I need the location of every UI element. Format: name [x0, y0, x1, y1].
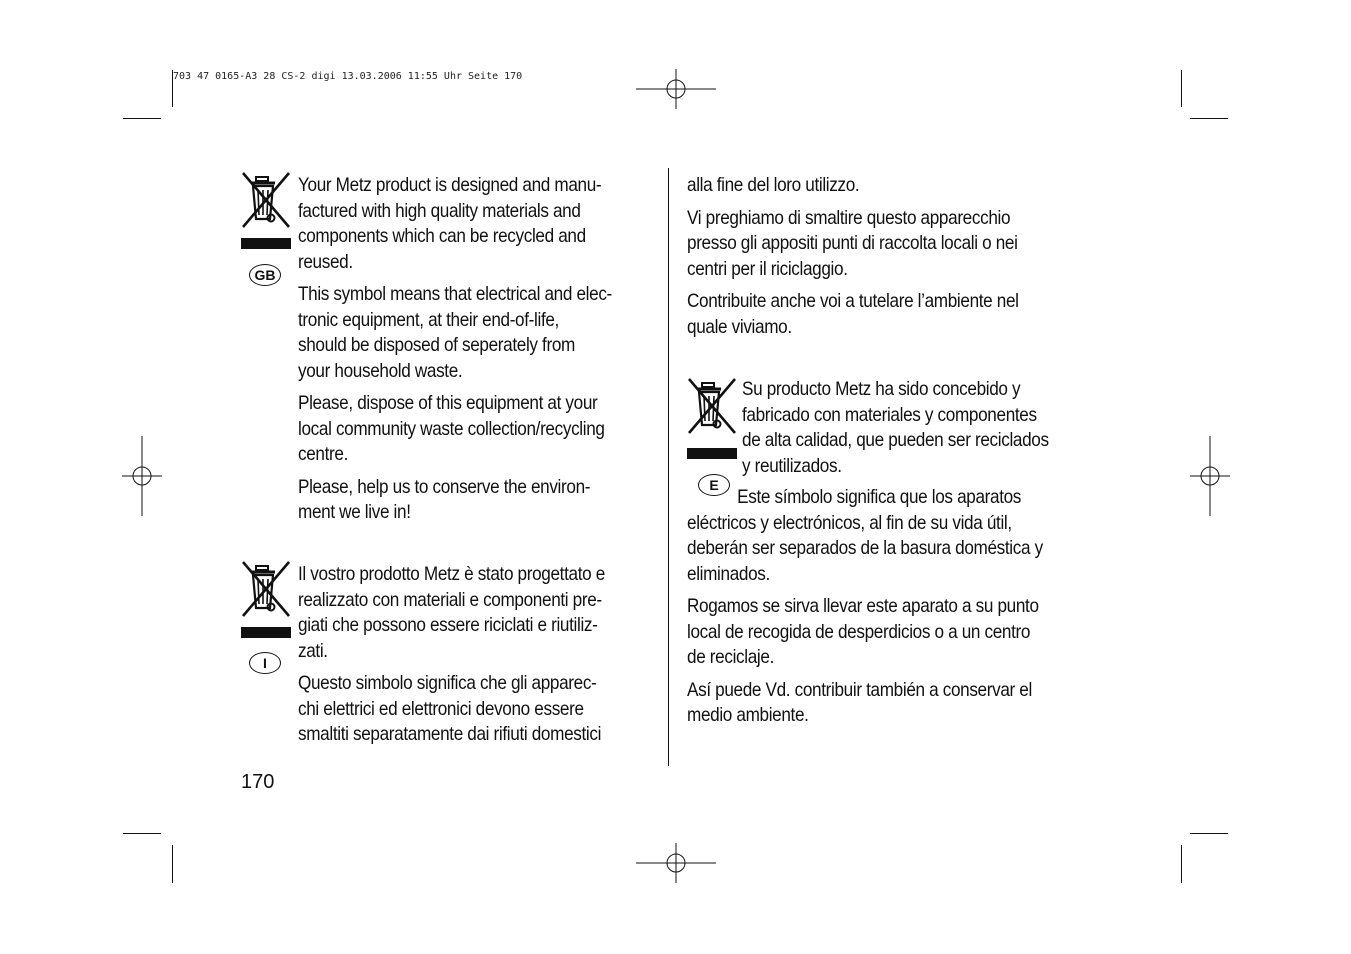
registration-crosshair-icon — [1190, 436, 1230, 516]
text-block-es-body — [687, 485, 1043, 736]
paragraph: eléctricos y electrónicos, al fin de su vida útil, deberán ser separados de la basura doméstica y eliminados. — [687, 511, 1043, 585]
crop-mark — [1190, 833, 1228, 834]
crossed-out-wheelie-bin-icon — [241, 171, 293, 251]
text-block-gb — [298, 173, 612, 533]
language-badge-it: I — [249, 652, 281, 674]
crop-mark — [123, 833, 161, 834]
crop-mark — [123, 118, 161, 119]
paragraph: This symbol means that electrical and elec- tronic equipment, at their end-of-life, should be disposed of seperately from your household waste. — [298, 283, 612, 382]
crop-mark — [1181, 70, 1182, 107]
page-number: 170 — [241, 771, 275, 793]
paragraph: Su producto Metz ha sido concebido y fabricado con materiales y componentes de alta calidad, que pueden ser reciclados y reutilizados. — [742, 378, 1049, 477]
language-badge-gb: GB — [249, 264, 281, 286]
registration-crosshair-icon — [636, 69, 716, 109]
paragraph: Así puede Vd. contribuir también a conservar el medio ambiente. — [687, 678, 1032, 726]
paragraph: Your Metz product is designed and manu- factured with high quality materials and components which can be recycled and reused. — [298, 174, 602, 273]
registration-crosshair-icon — [636, 843, 716, 883]
crop-mark — [172, 70, 173, 107]
print-header: 703 47 0165-A3 28 CS-2 digi 13.03.2006 11:55 Uhr Seite 170 — [173, 71, 523, 82]
column-divider — [668, 168, 669, 766]
paragraph: Questo simbolo significa che gli apparec- chi elettrici ed elettronici devono essere smaltiti separatamente dai rifiuti domestici — [298, 672, 602, 745]
crop-mark — [1190, 118, 1228, 119]
registration-crosshair-icon — [122, 436, 162, 516]
paragraph: Please, help us to conserve the environ- ment we live in! — [298, 475, 591, 523]
crossed-out-wheelie-bin-icon — [241, 560, 293, 640]
paragraph: Contribuite anche voi a tutelare l’ambiente nel quale viviamo. — [687, 290, 1019, 338]
paragraph: Please, dispose of this equipment at your local community waste collection/recycling centre. — [298, 392, 605, 465]
crop-mark — [172, 845, 173, 883]
language-badge-es: E — [698, 474, 730, 496]
crop-mark — [1181, 845, 1182, 883]
paragraph: Rogamos se sirva llevar este aparato a su punto local de recogida de desperdicios o a un centro de reciclaje. — [687, 595, 1039, 668]
text-block-it — [298, 562, 605, 755]
text-block-es-intro — [742, 377, 1049, 486]
crossed-out-wheelie-bin-icon — [687, 377, 739, 463]
text-block-it-continued — [687, 173, 1019, 347]
paragraph: Este símbolo significa que los aparatos — [737, 486, 1022, 508]
paragraph: alla fine del loro utilizzo. — [687, 174, 860, 196]
paragraph: Il vostro prodotto Metz è stato progettato e realizzato con materiali e componenti pre- giati che possono essere riciclati e riutiliz- zati. — [298, 563, 605, 662]
paragraph: Vi preghiamo di smaltire questo apparecchio presso gli appositi punti di raccolta locali o nei centri per il riciclaggio. — [687, 206, 1018, 280]
